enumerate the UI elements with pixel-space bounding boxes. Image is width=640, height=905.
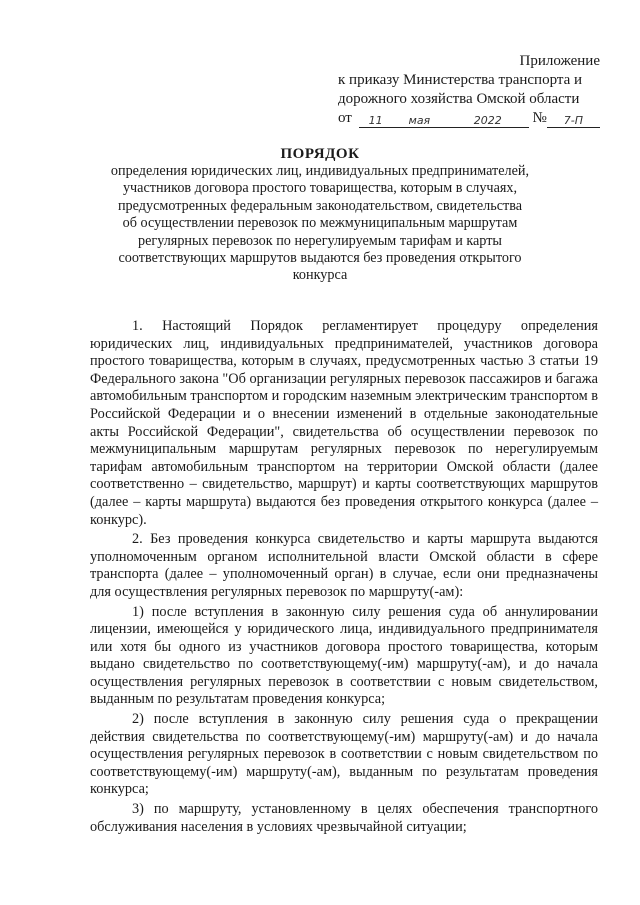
list-item-3: 3) по маршруту, установленному в целях обеспечения транспортного обслуживания населения в условиях чрезвычайной ситуации; [90,801,598,835]
order-number: 7-П [547,114,600,128]
document-title: ПОРЯДОК [280,146,360,162]
from-label: от [338,110,352,126]
date-month: мая [392,114,447,128]
list-item-1: 1) после вступления в законную силу решения суда об аннулировании лицензии, имеющейся у юридического лица, индивидуального предпринимателя или хотя бы одного из участников договора простого товарищества, которым выдано свидетельство по соответствующему(-им) маршруту(-ам), и до начала осуществления регулярных перевозок в соответствии с новым свидетельством, выданным по результатам проведения конкурса; [90,603,598,708]
date-day: 11 [359,114,391,128]
document-body [90,318,598,838]
date-year: 2022 [447,114,529,128]
order-date-line [338,109,600,128]
appendix-label: Приложение [519,53,600,69]
appendix-header [338,52,600,128]
number-label: № [532,110,547,126]
appendix-order-line: к приказу Министерства транспорта и [338,72,583,88]
document-subtitle: определения юридических лиц, индивидуальных предпринимателей, участников договора простого товарищества, которым в случаях, предусмотренных федеральным законодательством, свидетельства об осуществлении перевозок по межмуниципальным маршрутам регулярных перевозок по нерегулируемым тарифам и карты соответствующих маршрутов выдаются без проведения открытого конкурса [110,163,530,284]
appendix-ministry-line: дорожного хозяйства Омской области [338,91,580,107]
paragraph-2: 2. Без проведения конкурса свидетельство и карты маршрута выдаются уполномоченным органом исполнительной власти Омской области в сфере транспорта (далее – уполномоченный орган) в случае, если они предназначены для осуществления регулярных перевозок по маршруту(-ам): [90,531,598,600]
paragraph-1: 1. Настоящий Порядок регламентирует процедуру определения юридических лиц, индивидуальных предпринимателей, участников договора простого товарищества, которым в случаях, предусмотренных частью 3 статьи 19 Федерального закона "Об организации регулярных перевозок пассажиров и багажа автомобильным транспортом и городским наземным электрическим транспортом в Российской Федерации и о внесении изменений в отдельные законодательные акты Российской Федерации", свидетельства об осуществлении перевозок по межмуниципальным маршрутам регулярных перевозок по нерегулируемым тарифам автомобильным транспортом на территории Омской области (далее соответственно – свидетельство, маршрут) и карты соответствующих маршрутов (далее – карты маршрута) выдаются без проведения открытого конкурса (далее – конкурс). [90,318,598,528]
list-item-2: 2) после вступления в законную силу решения суда о прекращении действия свидетельства по соответствующему(-им) маршруту(-ам) и до начала осуществления регулярных перевозок в соответствии с новым свидетельством по соответствующему(-им) маршруту(-ам), выданным по результатам проведения конкурса; [90,711,598,798]
